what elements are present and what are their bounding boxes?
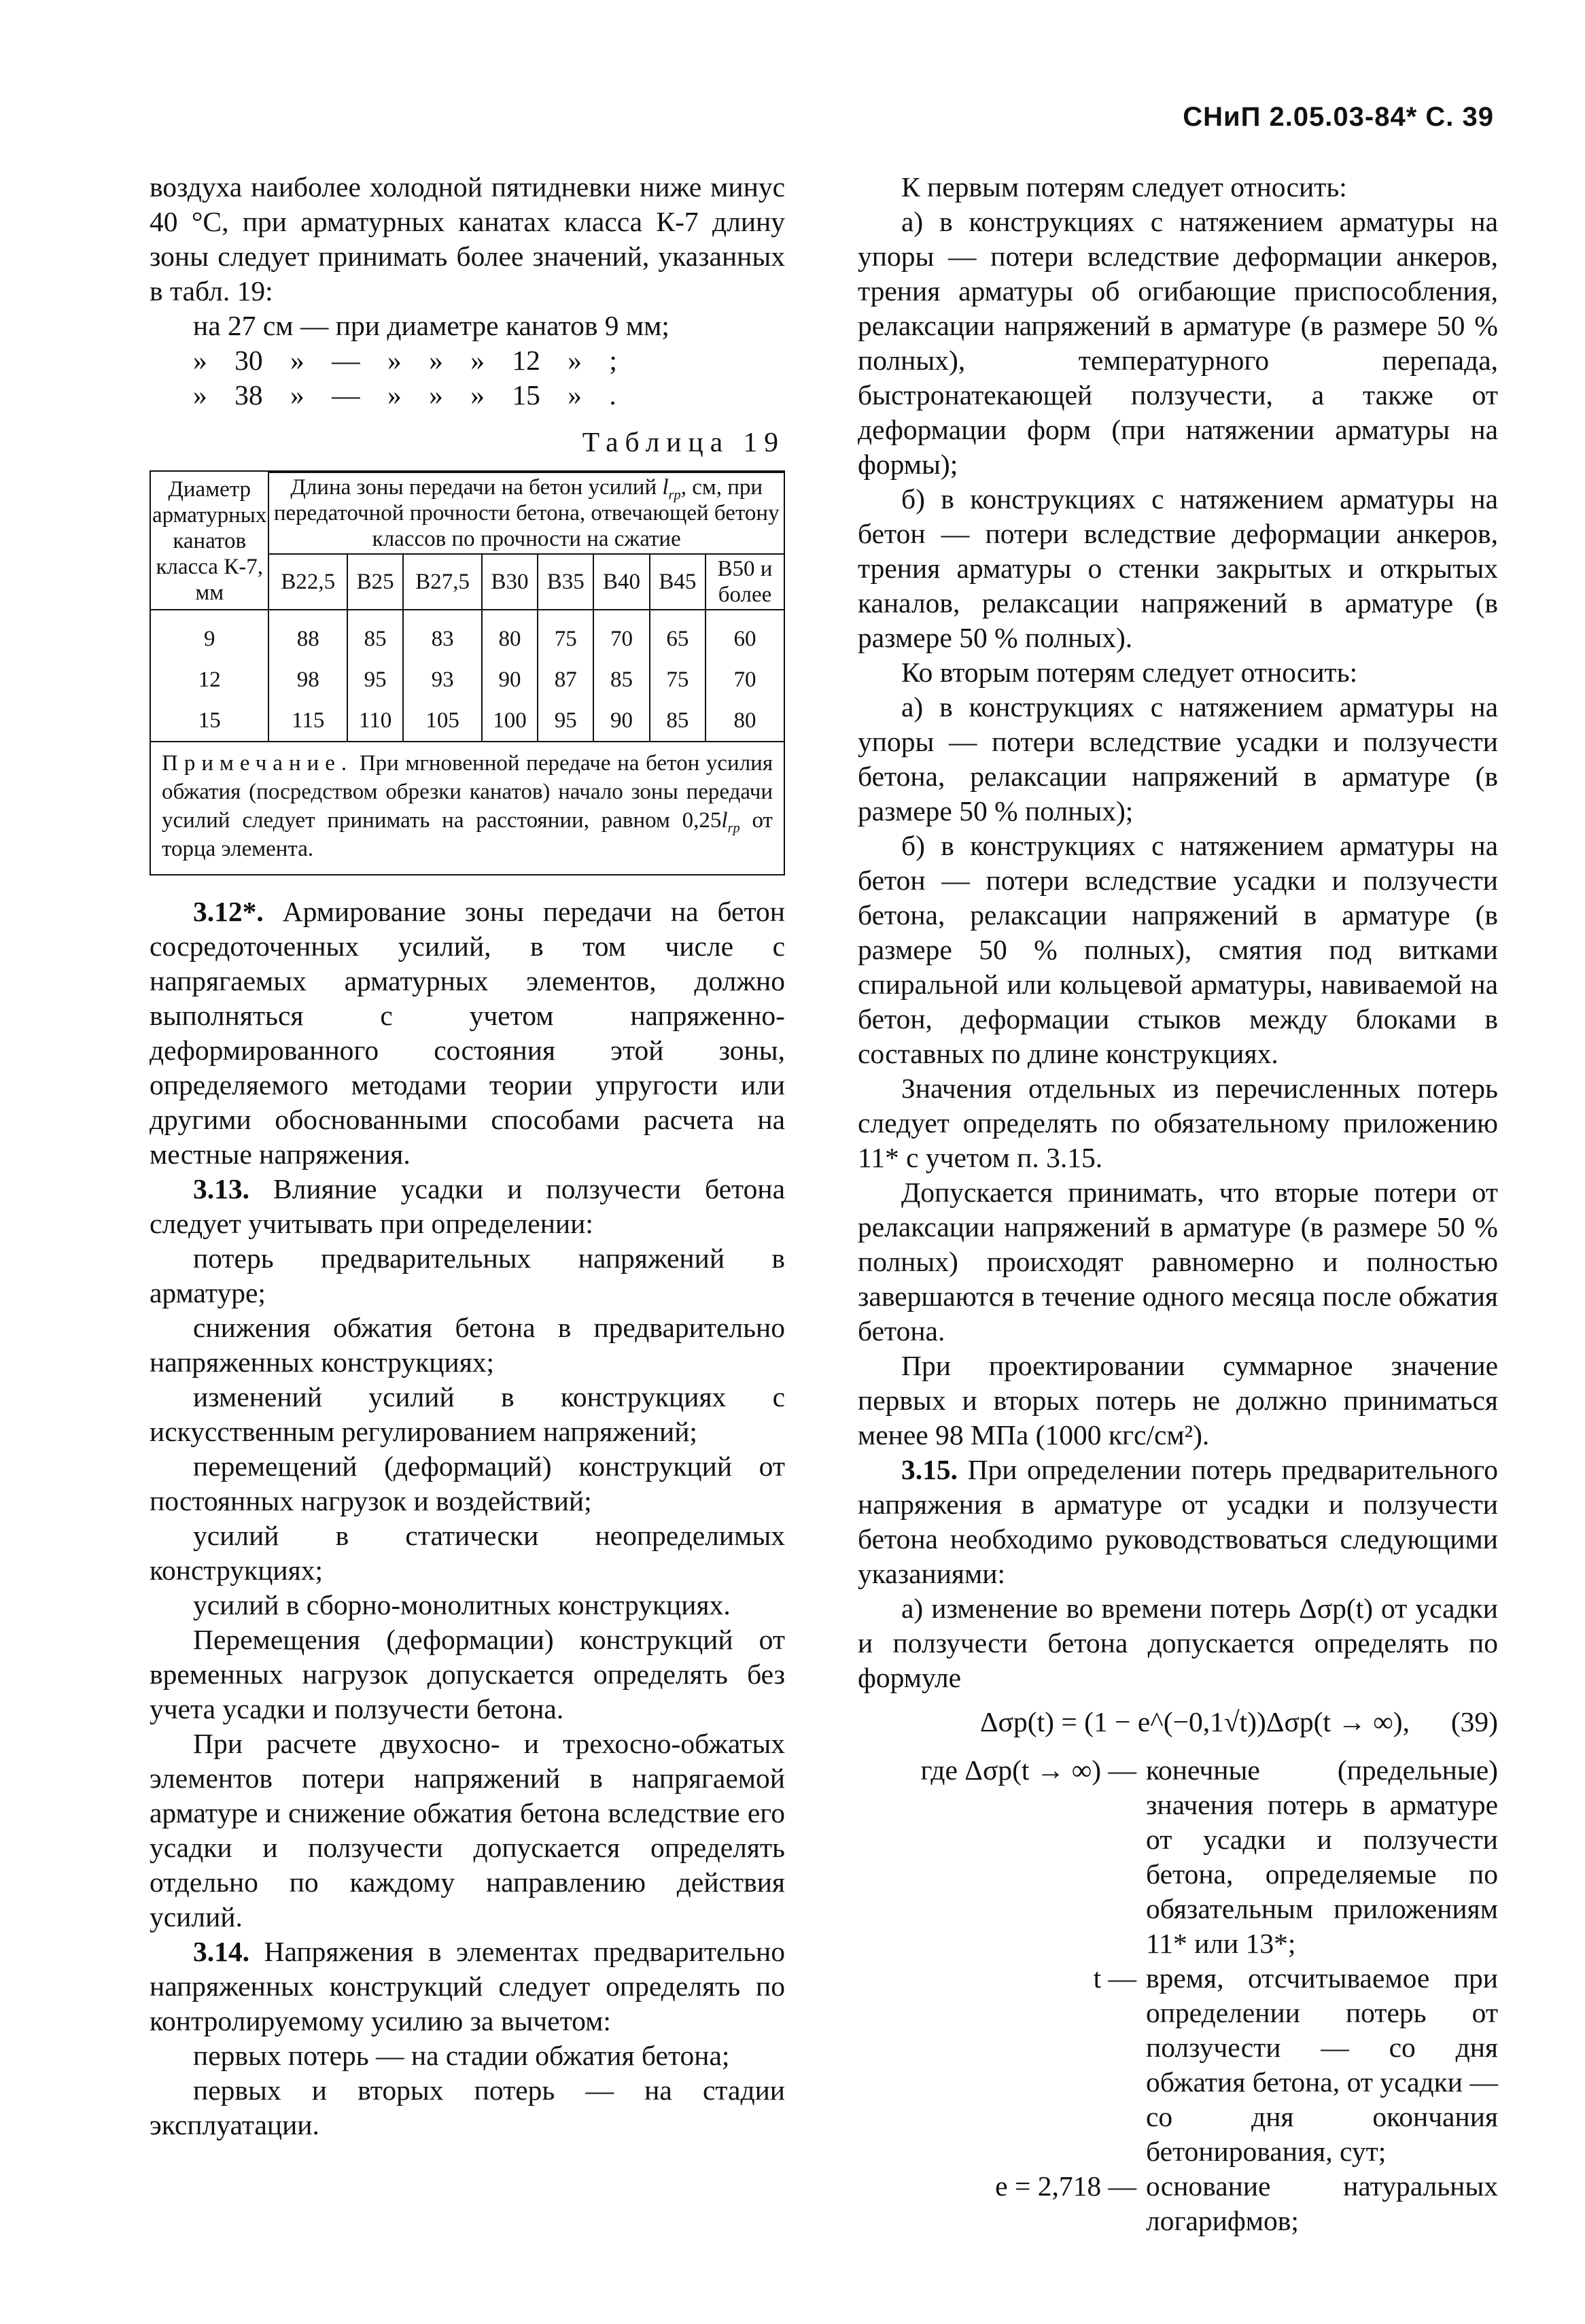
clause-number: 3.12*. bbox=[193, 896, 264, 927]
col-header-class: B45 bbox=[650, 554, 706, 610]
paragraph: К первым потерям следует относить: bbox=[901, 171, 1347, 203]
legend-term: где Δσp(t → ∞) — bbox=[920, 1754, 1136, 1786]
paragraph: Ко вторым потерям следует относить: bbox=[901, 657, 1358, 688]
legend-term: t — bbox=[1093, 1962, 1136, 1994]
table-cell: 85 bbox=[650, 700, 706, 741]
list-item: на 27 см — при диаметре канатов 9 мм; bbox=[193, 310, 669, 341]
table-cell: 75 bbox=[650, 659, 706, 700]
table-cell: 9 bbox=[203, 627, 215, 651]
table-cell: 80 bbox=[482, 610, 538, 659]
list-item: усилий в сборно-монолитных конструкциях. bbox=[193, 1589, 731, 1620]
note-text: При мгновенной передаче на бетон усилия обжатия (посредством обрезки канатов) начало зоны передачи усилий следует принимать на расстоянии, равном $0,25l_{rp}$ от торца элемента. bbox=[162, 751, 773, 861]
table-cell: 15 bbox=[198, 708, 221, 733]
table-row bbox=[151, 659, 784, 700]
legend-definition: основание натуральных логарифмов; bbox=[1146, 2170, 1498, 2236]
table-cell: 100 bbox=[482, 700, 538, 741]
table-cell: 88 bbox=[268, 610, 347, 659]
table-cell: 105 bbox=[403, 700, 482, 741]
col-header-class: B22,5 bbox=[268, 554, 347, 610]
table-cell: 70 bbox=[706, 659, 784, 700]
paragraph: а) изменение во времени потерь Δσp(t) от усадки и ползучести бетона допускается определять по формуле bbox=[858, 1593, 1498, 1693]
list-item: » 30 » — » » » 12 » ; bbox=[193, 345, 617, 376]
table-cell: 60 bbox=[706, 610, 784, 659]
list-item: » 38 » — » » » 15 » . bbox=[193, 379, 616, 411]
paragraph: а) в конструкциях с натяжением арматуры на упоры — потери вследствие усадки и ползучести бетона, релаксации напряжений в арматуре (в размере 50 % полных); bbox=[858, 691, 1498, 827]
clause-3-12: 3.12*. Армирование зоны передачи на бетон сосредоточенных усилий, в том числе с напрягаемых арматурных элементов, должно выполняться с учетом напряженно-деформированного состояния этой зоны, определяемого методами теории упругости или другими обоснованными способами расчета на местные напряжения. bbox=[150, 896, 785, 1170]
paragraph: Перемещения (деформации) конструкций от временных нагрузок допускается определять без учета усадки и ползучести бетона. bbox=[150, 1624, 785, 1724]
table-row bbox=[151, 700, 784, 741]
list-item: изменений усилий в конструкциях с искусственным регулированием напряжений; bbox=[150, 1381, 785, 1447]
table-cell: 12 bbox=[198, 667, 221, 692]
col-header-class: B27,5 bbox=[403, 554, 482, 610]
legend-term: e = 2,718 — bbox=[995, 2170, 1136, 2202]
clause-3-13: 3.13. Влияние усадки и ползучести бетона следует учитывать при определении: bbox=[150, 1173, 785, 1239]
paragraph: При расчете двухосно- и трехосно-обжатых элементов потери напряжений в напрягаемой арматуре и снижение обжатия бетона вследствие его усадки и ползучести допускается определять отдельно по каждому направлению действия усилий. bbox=[150, 1728, 785, 1932]
formula-number: (39) bbox=[1450, 1706, 1498, 1737]
table-caption: Таблица 19 bbox=[582, 426, 785, 457]
table-cell: 70 bbox=[593, 610, 649, 659]
table-cell: 95 bbox=[347, 659, 403, 700]
paragraph: б) в конструкциях с натяжением арматуры на бетон — потери вследствие усадки и ползучести бетона, релаксации напряжений в арматуре (в размере 50 % полных), смятия под витками спиральной или кольцевой арматуры, навиваемой на бетон, деформации стыков между блоками в составных по длине конструкциях. bbox=[858, 830, 1498, 1069]
table-cell: 115 bbox=[268, 700, 347, 741]
table-cell: 90 bbox=[593, 700, 649, 741]
col-header-class: B35 bbox=[538, 554, 593, 610]
clause-3-15: 3.15. При определении потерь предварительного напряжения в арматуре от усадки и ползучести бетона необходимо руководствоваться следующими указаниями: bbox=[858, 1454, 1498, 1589]
list-item: первых и вторых потерь — на стадии эксплуатации. bbox=[150, 2075, 785, 2140]
table-note bbox=[151, 741, 784, 874]
left-column bbox=[150, 170, 785, 2143]
paragraph: Допускается принимать, что вторые потери от релаксации напряжений в арматуре (в размере 50 % полных) происходят равномерно и полностью завершаются в течение одного месяца после обжатия бетона. bbox=[858, 1177, 1498, 1347]
note-label: Примечание. bbox=[162, 751, 353, 776]
table-cell: 80 bbox=[706, 700, 784, 741]
formula-39 bbox=[858, 1705, 1498, 1739]
list-item: первых потерь — на стадии обжатия бетона; bbox=[193, 2040, 730, 2071]
table-cell: 90 bbox=[482, 659, 538, 700]
legend-list bbox=[858, 1753, 1498, 2238]
clause-number: 3.15. bbox=[901, 1454, 958, 1485]
col-header-diameter: Диаметр арматурных канатов класса К-7, мм bbox=[151, 472, 268, 610]
paragraph: а) в конструкциях с натяжением арматуры на упоры — потери вследствие деформации анкеров, трения арматуры об огибающие приспособления, релаксации напряжений в арматуре (в размере 50 % полных), температурного перепада, быстронатекающей ползучести, а также от деформации форм (при натяжении арматуры на формы); bbox=[858, 206, 1498, 480]
paragraph: Значения отдельных из перечисленных потерь следует определять по обязательному приложению 11* с учетом п. 3.15. bbox=[858, 1073, 1498, 1173]
paragraph: б) в конструкциях с натяжением арматуры на бетон — потери вследствие деформации анкеров, трения арматуры о стенки закрытых и открытых каналов, релаксации напряжений в арматуре (в размере 50 % полных). bbox=[858, 483, 1498, 653]
table-cell: 65 bbox=[650, 610, 706, 659]
table-row bbox=[151, 610, 784, 659]
table-cell: 93 bbox=[403, 659, 482, 700]
paragraph: При проектировании суммарное значение первых и вторых потерь не должно приниматься менее 98 МПа (1000 кгс/см²). bbox=[858, 1350, 1498, 1451]
col-header-group bbox=[268, 472, 784, 554]
table-cell: 87 bbox=[538, 659, 593, 700]
col-header-class: B40 bbox=[593, 554, 649, 610]
col-header-class: B30 bbox=[482, 554, 538, 610]
legend-definition: время, отсчитываемое при определении потерь от ползучести — со дня обжатия бетона, от усадки — со дня окончания бетонирования, сут; bbox=[1146, 1962, 1498, 2167]
list-item: потерь предварительных напряжений в арматуре; bbox=[150, 1243, 785, 1308]
list-item: перемещений (деформаций) конструкций от постоянных нагрузок и воздействий; bbox=[150, 1451, 785, 1516]
col-header-class: B25 bbox=[347, 554, 403, 610]
list-item: снижения обжатия бетона в предварительно напряженных конструкциях; bbox=[150, 1312, 785, 1378]
table-cell: 95 bbox=[538, 700, 593, 741]
right-column bbox=[858, 170, 1498, 2238]
list-item: усилий в статически неопределимых конструкциях; bbox=[150, 1520, 785, 1586]
group-header-text: Длина зоны передачи на бетон усилий $l_{rp}$, см, при передаточной прочности бетона, отвечающей бетону классов по прочности на сжатие bbox=[273, 475, 780, 551]
col-header-class: B50 и более bbox=[706, 554, 784, 610]
table-cell: 75 bbox=[538, 610, 593, 659]
table-cell: 98 bbox=[268, 659, 347, 700]
table-19 bbox=[150, 470, 785, 875]
intro-paragraph: воздуха наиболее холодной пятидневки ниже минус 40 °С, при арматурных канатах класса К-7 длину зоны следует принимать более значений, указанных в табл. 19: bbox=[150, 171, 785, 307]
table-cell: 110 bbox=[347, 700, 403, 741]
legend-definition: конечные (предельные) значения потерь в арматуре от усадки и ползучести бетона, определяемые по обязательным приложениям 11* или 13*; bbox=[1146, 1754, 1498, 1959]
table-cell: 85 bbox=[593, 659, 649, 700]
clause-number: 3.13. bbox=[193, 1173, 249, 1204]
clause-number: 3.14. bbox=[193, 1936, 249, 1967]
table-cell: 85 bbox=[347, 610, 403, 659]
table-cell: 83 bbox=[403, 610, 482, 659]
page-header: СНиП 2.05.03-84* С. 39 bbox=[1183, 102, 1494, 132]
length-list bbox=[150, 309, 785, 413]
clause-3-14: 3.14. Напряжения в элементах предварительно напряженных конструкций следует определять по контролируемому усилию за вычетом: bbox=[150, 1936, 785, 2036]
formula-expression: Δσp(t) = (1 − e^(−0,1√t))Δσp(t → ∞), bbox=[980, 1706, 1410, 1737]
